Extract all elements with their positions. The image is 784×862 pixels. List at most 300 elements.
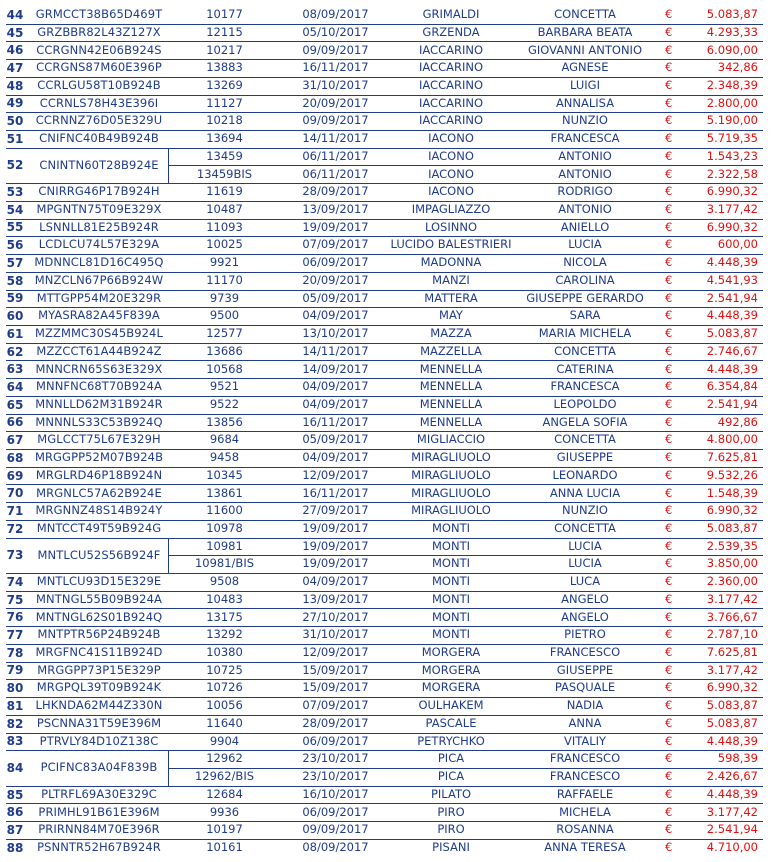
payment-entry <box>0 77 784 95</box>
row-number: 88 <box>6 840 24 855</box>
currency-symbol: € <box>665 255 673 270</box>
tax-code: MNTNGL55B09B924A <box>36 591 162 606</box>
first-name: GIOVANNI ANTONIO <box>528 42 642 57</box>
tax-code: CNINTN60T28B924E <box>39 157 159 172</box>
amount: 2.800,00 <box>706 95 758 110</box>
tax-code: MGLCCT75L67E329H <box>37 432 161 447</box>
currency-symbol: € <box>665 42 673 57</box>
protocol-date: 16/11/2017 <box>302 414 369 429</box>
payment-entry <box>0 6 784 24</box>
currency-symbol: € <box>665 166 673 181</box>
row-number: 80 <box>6 681 24 696</box>
first-name: CONCETTA <box>554 343 616 358</box>
protocol-date: 15/09/2017 <box>302 662 369 677</box>
payment-entry <box>0 325 784 343</box>
row-divider <box>168 768 763 769</box>
row-number: 63 <box>6 362 24 377</box>
protocol-number: 9458 <box>209 450 240 465</box>
protocol-number: 13883 <box>206 60 243 75</box>
surname: PASCALE <box>425 715 477 730</box>
protocol-date: 04/09/2017 <box>302 379 369 394</box>
first-name: CAROLINA <box>555 272 615 287</box>
first-name: PASQUALE <box>554 680 616 695</box>
surname: MORGERA <box>421 662 481 677</box>
tax-code: MNNNLS33C53B924Q <box>35 414 163 429</box>
amount: 2.348,39 <box>706 77 758 92</box>
tax-code: PLTRFL69A30E329C <box>41 786 157 801</box>
first-name: RAFFAELE <box>556 786 614 801</box>
surname: IACCARINO <box>418 95 484 110</box>
amount: 3.177,42 <box>706 202 758 217</box>
tax-code: MZZMMC30S45B924L <box>35 326 163 341</box>
row-number: 74 <box>6 574 24 589</box>
surname: MONTI <box>432 627 470 642</box>
row-number: 83 <box>6 734 24 749</box>
first-name: RODRIGO <box>557 184 613 199</box>
surname: MAZZA <box>430 326 472 341</box>
surname: MATTERA <box>424 290 478 305</box>
row-number: 79 <box>6 663 24 678</box>
surname: MIGLIACCIO <box>416 432 486 447</box>
currency-symbol: € <box>665 148 673 163</box>
amount: 492,86 <box>717 414 758 429</box>
protocol-number: 13175 <box>206 609 243 624</box>
protocol-number: 12962/BIS <box>194 769 255 784</box>
protocol-date: 28/09/2017 <box>302 715 369 730</box>
currency-symbol: € <box>665 113 673 128</box>
surname: MONTI <box>432 520 470 535</box>
surname: GRZENDA <box>422 24 480 39</box>
amount: 3.177,42 <box>706 591 758 606</box>
protocol-date: 19/09/2017 <box>302 219 369 234</box>
protocol-date: 09/09/2017 <box>302 42 369 57</box>
protocol-date: 13/10/2017 <box>302 326 369 341</box>
row-number: 64 <box>6 379 24 394</box>
surname: GRIMALDI <box>422 7 480 22</box>
row-number: 55 <box>6 220 24 235</box>
tax-code: MNTPTR56P24B924B <box>37 627 161 642</box>
tax-code: MNTLCU52S56B924F <box>37 547 161 562</box>
row-number: 53 <box>6 185 24 200</box>
amount: 4.541,93 <box>706 272 758 287</box>
protocol-number: 10177 <box>206 7 243 22</box>
row-number: 70 <box>6 486 24 501</box>
protocol-date: 23/10/2017 <box>302 769 369 784</box>
surname: MORGERA <box>421 645 481 660</box>
amount: 2.426,67 <box>706 769 758 784</box>
protocol-date: 31/10/2017 <box>302 627 369 642</box>
amount: 2.541,94 <box>706 396 758 411</box>
protocol-date: 16/11/2017 <box>302 60 369 75</box>
tax-code: MTTGPP54M20E329R <box>36 290 162 305</box>
amount: 4.448,39 <box>706 733 758 748</box>
protocol-number: 9936 <box>209 804 240 819</box>
currency-symbol: € <box>665 77 673 92</box>
protocol-number: 10568 <box>206 361 243 376</box>
tax-code: CCRGNS87M60E396P <box>36 60 162 75</box>
row-number: 47 <box>6 61 24 76</box>
protocol-number: 12115 <box>206 24 243 39</box>
tax-code: MNNFNC68T70B924A <box>36 379 162 394</box>
currency-symbol: € <box>665 237 673 252</box>
protocol-number: 11600 <box>206 503 243 518</box>
payment-entry <box>0 343 784 361</box>
surname: IACCARINO <box>418 60 484 75</box>
currency-symbol: € <box>665 60 673 75</box>
currency-symbol: € <box>665 698 673 713</box>
first-name: CONCETTA <box>554 7 616 22</box>
currency-symbol: € <box>665 450 673 465</box>
payment-entry <box>0 520 784 538</box>
payment-entry <box>0 484 784 502</box>
currency-symbol: € <box>665 396 673 411</box>
surname: MONTI <box>432 591 470 606</box>
payment-entry <box>0 449 784 467</box>
first-name: GIUSEPPE <box>556 450 614 465</box>
currency-symbol: € <box>665 822 673 837</box>
payment-entry <box>0 201 784 219</box>
row-number: 44 <box>6 7 24 22</box>
tax-code: PTRVLY84D10Z138C <box>39 733 159 748</box>
payment-entry <box>0 644 784 662</box>
tax-code: CCRGNN42E06B924S <box>36 42 162 57</box>
first-name: LUIGI <box>570 77 600 92</box>
first-name: GIUSEPPE GERARDO <box>526 290 644 305</box>
row-number: 57 <box>6 255 24 270</box>
currency-symbol: € <box>665 467 673 482</box>
tax-code: MRGGPP52M07B924B <box>34 450 164 465</box>
first-name: ROSANNA <box>556 822 614 837</box>
row-number: 84 <box>6 760 24 775</box>
amount: 2.541,94 <box>706 822 758 837</box>
protocol-date: 15/09/2017 <box>302 680 369 695</box>
surname: MAY <box>439 308 463 323</box>
protocol-date: 12/09/2017 <box>302 645 369 660</box>
row-number: 61 <box>6 326 24 341</box>
tax-code: MNZCLN67P66B924W <box>34 272 164 287</box>
surname: IACONO <box>428 131 474 146</box>
payment-entry <box>0 307 784 325</box>
protocol-date: 13/09/2017 <box>302 202 369 217</box>
protocol-number: 10217 <box>206 42 243 57</box>
payment-entry <box>0 378 784 396</box>
amount: 6.990,32 <box>706 680 758 695</box>
protocol-number: 13459 <box>206 148 243 163</box>
surname: MANZI <box>432 272 470 287</box>
protocol-date: 19/09/2017 <box>302 556 369 571</box>
surname: IACONO <box>428 184 474 199</box>
surname: IACCARINO <box>418 42 484 57</box>
amount: 5.083,87 <box>706 698 758 713</box>
tax-code: CCRNLS78H43E396I <box>39 95 159 110</box>
row-number: 46 <box>6 43 24 58</box>
surname: MADONNA <box>420 255 482 270</box>
row-number: 69 <box>6 468 24 483</box>
protocol-date: 07/09/2017 <box>302 237 369 252</box>
protocol-number: 13694 <box>206 131 243 146</box>
row-number: 49 <box>6 96 24 111</box>
amount: 2.541,94 <box>706 290 758 305</box>
row-number: 45 <box>6 25 24 40</box>
tax-code: MRGNLC57A62B924E <box>36 485 162 500</box>
protocol-number: 10218 <box>206 113 243 128</box>
protocol-date: 06/11/2017 <box>302 166 369 181</box>
amount: 4.293,33 <box>706 24 758 39</box>
row-number: 52 <box>6 158 24 173</box>
currency-symbol: € <box>665 520 673 535</box>
protocol-date: 13/09/2017 <box>302 591 369 606</box>
first-name: CONCETTA <box>554 520 616 535</box>
protocol-number: 13686 <box>206 343 243 358</box>
tax-code: MNTNGL62S01B924Q <box>35 609 163 624</box>
protocol-number: 10981/BIS <box>194 556 255 571</box>
protocol-number: 13269 <box>206 77 243 92</box>
currency-symbol: € <box>665 786 673 801</box>
row-number: 66 <box>6 415 24 430</box>
first-name: VITALIY <box>563 733 607 748</box>
tax-code: LSNNLL81E25B924R <box>39 219 159 234</box>
currency-symbol: € <box>665 769 673 784</box>
amount: 4.448,39 <box>706 255 758 270</box>
first-name: LUCA <box>569 574 601 589</box>
currency-symbol: € <box>665 627 673 642</box>
protocol-number: 9921 <box>209 255 240 270</box>
payment-entry <box>0 41 784 59</box>
first-name: NICOLA <box>563 255 607 270</box>
first-name: NADIA <box>566 698 604 713</box>
protocol-number: 12577 <box>206 326 243 341</box>
protocol-number: 10981 <box>206 538 243 553</box>
payment-entry <box>0 839 784 857</box>
payment-entry <box>0 821 784 839</box>
row-number: 87 <box>6 822 24 837</box>
surname: IACCARINO <box>418 113 484 128</box>
amount: 4.448,39 <box>706 308 758 323</box>
currency-symbol: € <box>665 343 673 358</box>
protocol-number: 9500 <box>209 308 240 323</box>
protocol-date: 09/09/2017 <box>302 113 369 128</box>
tax-code: PRIRNN84M70E396R <box>38 822 160 837</box>
surname: MENNELLA <box>419 361 483 376</box>
tax-code: MRGLRD46P18B924N <box>35 467 163 482</box>
tax-code: MRGPQL39T09B924K <box>36 680 162 695</box>
payment-entry <box>0 679 784 697</box>
protocol-date: 31/10/2017 <box>302 77 369 92</box>
protocol-date: 14/09/2017 <box>302 361 369 376</box>
first-name: SARA <box>569 308 601 323</box>
protocol-number: 11093 <box>206 219 243 234</box>
first-name: GIUSEPPE <box>556 662 614 677</box>
amount: 7.625,81 <box>706 645 758 660</box>
row-number: 78 <box>6 645 24 660</box>
payment-entry <box>0 608 784 626</box>
first-name: ANGELO <box>561 609 609 624</box>
payment-entry <box>0 24 784 42</box>
row-number: 58 <box>6 273 24 288</box>
currency-symbol: € <box>665 219 673 234</box>
surname: MONTI <box>432 574 470 589</box>
row-number: 71 <box>6 504 24 519</box>
column-divider <box>168 750 169 785</box>
tax-code: MPGNTN75T09E329X <box>36 202 162 217</box>
currency-symbol: € <box>665 202 673 217</box>
currency-symbol: € <box>665 414 673 429</box>
first-name: AGNESE <box>561 60 609 75</box>
first-name: LUCIA <box>568 556 602 571</box>
protocol-number: 9522 <box>209 396 240 411</box>
first-name: ANIELLO <box>560 219 610 234</box>
payment-entry <box>0 431 784 449</box>
amount: 5.083,87 <box>706 7 758 22</box>
first-name: CONCETTA <box>554 432 616 447</box>
amount: 6.990,32 <box>706 219 758 234</box>
tax-code: MDNNCL81D16C495Q <box>34 255 164 270</box>
protocol-number: 11619 <box>206 184 243 199</box>
payment-entry <box>0 59 784 77</box>
surname: MENNELLA <box>419 379 483 394</box>
protocol-number: 12962 <box>206 751 243 766</box>
protocol-number: 13856 <box>206 414 243 429</box>
protocol-number: 13861 <box>206 485 243 500</box>
currency-symbol: € <box>665 733 673 748</box>
currency-symbol: € <box>665 290 673 305</box>
row-number: 51 <box>6 131 24 146</box>
amount: 600,00 <box>717 237 758 252</box>
currency-symbol: € <box>665 645 673 660</box>
row-number: 68 <box>6 450 24 465</box>
currency-symbol: € <box>665 591 673 606</box>
payment-entry <box>0 396 784 414</box>
row-divider <box>168 165 763 166</box>
currency-symbol: € <box>665 7 673 22</box>
tax-code: PCIFNC83A04F839B <box>40 760 158 775</box>
amount: 4.448,39 <box>706 361 758 376</box>
protocol-date: 16/10/2017 <box>302 786 369 801</box>
amount: 4.448,39 <box>706 786 758 801</box>
surname: IACCARINO <box>418 77 484 92</box>
protocol-date: 19/09/2017 <box>302 538 369 553</box>
currency-symbol: € <box>665 662 673 677</box>
surname: MORGERA <box>421 680 481 695</box>
tax-code: MNNLLD62M31B924R <box>35 396 163 411</box>
protocol-number: 10726 <box>206 680 243 695</box>
tax-code: LHKNDA62M44Z330N <box>35 698 163 713</box>
surname: IACONO <box>428 148 474 163</box>
protocol-number: 11127 <box>206 95 243 110</box>
first-name: MARIA MICHELA <box>538 326 632 341</box>
payment-entry <box>0 786 784 804</box>
amount: 2.322,58 <box>706 166 758 181</box>
first-name: ANNA LUCIA <box>549 485 621 500</box>
tax-code: MNTCCT49T59B924G <box>36 520 162 535</box>
payment-entry <box>0 236 784 254</box>
payment-entry <box>0 112 784 130</box>
first-name: CATERINA <box>556 361 614 376</box>
surname: MONTI <box>432 538 470 553</box>
protocol-date: 05/09/2017 <box>302 432 369 447</box>
tax-code: MRGGPP73P15E329P <box>37 662 161 677</box>
payment-entry <box>0 591 784 609</box>
tax-code: GRMCCT38B65D469T <box>35 7 163 22</box>
payment-entry <box>0 803 784 821</box>
protocol-date: 23/10/2017 <box>302 751 369 766</box>
column-divider <box>168 148 169 183</box>
row-number: 56 <box>6 238 24 253</box>
row-number: 54 <box>6 202 24 217</box>
protocol-date: 04/09/2017 <box>302 308 369 323</box>
row-number: 60 <box>6 309 24 324</box>
currency-symbol: € <box>665 538 673 553</box>
currency-symbol: € <box>665 24 673 39</box>
protocol-number: 10025 <box>206 237 243 252</box>
amount: 7.625,81 <box>706 450 758 465</box>
tax-code: PRIMHL91B61E396M <box>38 804 160 819</box>
protocol-number: 11170 <box>206 272 243 287</box>
payment-entry <box>0 538 784 556</box>
protocol-date: 20/09/2017 <box>302 95 369 110</box>
tax-code: CCRLGU58T10B924B <box>37 77 161 92</box>
payment-entry <box>0 715 784 733</box>
currency-symbol: € <box>665 361 673 376</box>
amount: 5.083,87 <box>706 715 758 730</box>
currency-symbol: € <box>665 609 673 624</box>
tax-code: MNTLCU93D15E329E <box>36 574 162 589</box>
protocol-number: 12684 <box>206 786 243 801</box>
currency-symbol: € <box>665 184 673 199</box>
row-number: 65 <box>6 397 24 412</box>
amount: 2.746,67 <box>706 343 758 358</box>
row-number: 76 <box>6 610 24 625</box>
first-name: FRANCESCO <box>549 751 621 766</box>
amount: 4.710,00 <box>706 839 758 854</box>
amount: 1.543,23 <box>706 148 758 163</box>
first-name: ANNALISA <box>555 95 615 110</box>
protocol-date: 08/09/2017 <box>302 7 369 22</box>
surname: IACONO <box>428 166 474 181</box>
protocol-date: 19/09/2017 <box>302 520 369 535</box>
amount: 2.539,35 <box>706 538 758 553</box>
protocol-date: 27/10/2017 <box>302 609 369 624</box>
tax-code: MYASRA82A45F839A <box>38 308 160 323</box>
tax-code: MNNCRN65S63E329X <box>35 361 163 376</box>
protocol-number: 9739 <box>209 290 240 305</box>
payment-entry <box>0 254 784 272</box>
first-name: ANTONIO <box>558 148 612 163</box>
tax-code: PSNNTR52H67B924R <box>37 839 161 854</box>
payment-entry <box>0 95 784 113</box>
surname: MIRAGLIUOLO <box>411 467 491 482</box>
currency-symbol: € <box>665 272 673 287</box>
payment-entry <box>0 573 784 591</box>
protocol-date: 07/09/2017 <box>302 698 369 713</box>
amount: 5.083,87 <box>706 520 758 535</box>
currency-symbol: € <box>665 379 673 394</box>
surname: LOSINNO <box>425 219 477 234</box>
currency-symbol: € <box>665 308 673 323</box>
payment-entry <box>0 290 784 308</box>
surname: PICA <box>437 751 465 766</box>
first-name: ANGELA SOFIA <box>542 414 628 429</box>
first-name: ANTONIO <box>558 202 612 217</box>
protocol-date: 04/09/2017 <box>302 574 369 589</box>
surname: MENNELLA <box>419 396 483 411</box>
surname: MAZZELLA <box>420 343 482 358</box>
amount: 3.177,42 <box>706 804 758 819</box>
first-name: LUCIA <box>568 538 602 553</box>
payment-entry <box>0 502 784 520</box>
surname: OULHAKEM <box>418 698 484 713</box>
tax-code: PSCNNA31T59E396M <box>36 715 162 730</box>
